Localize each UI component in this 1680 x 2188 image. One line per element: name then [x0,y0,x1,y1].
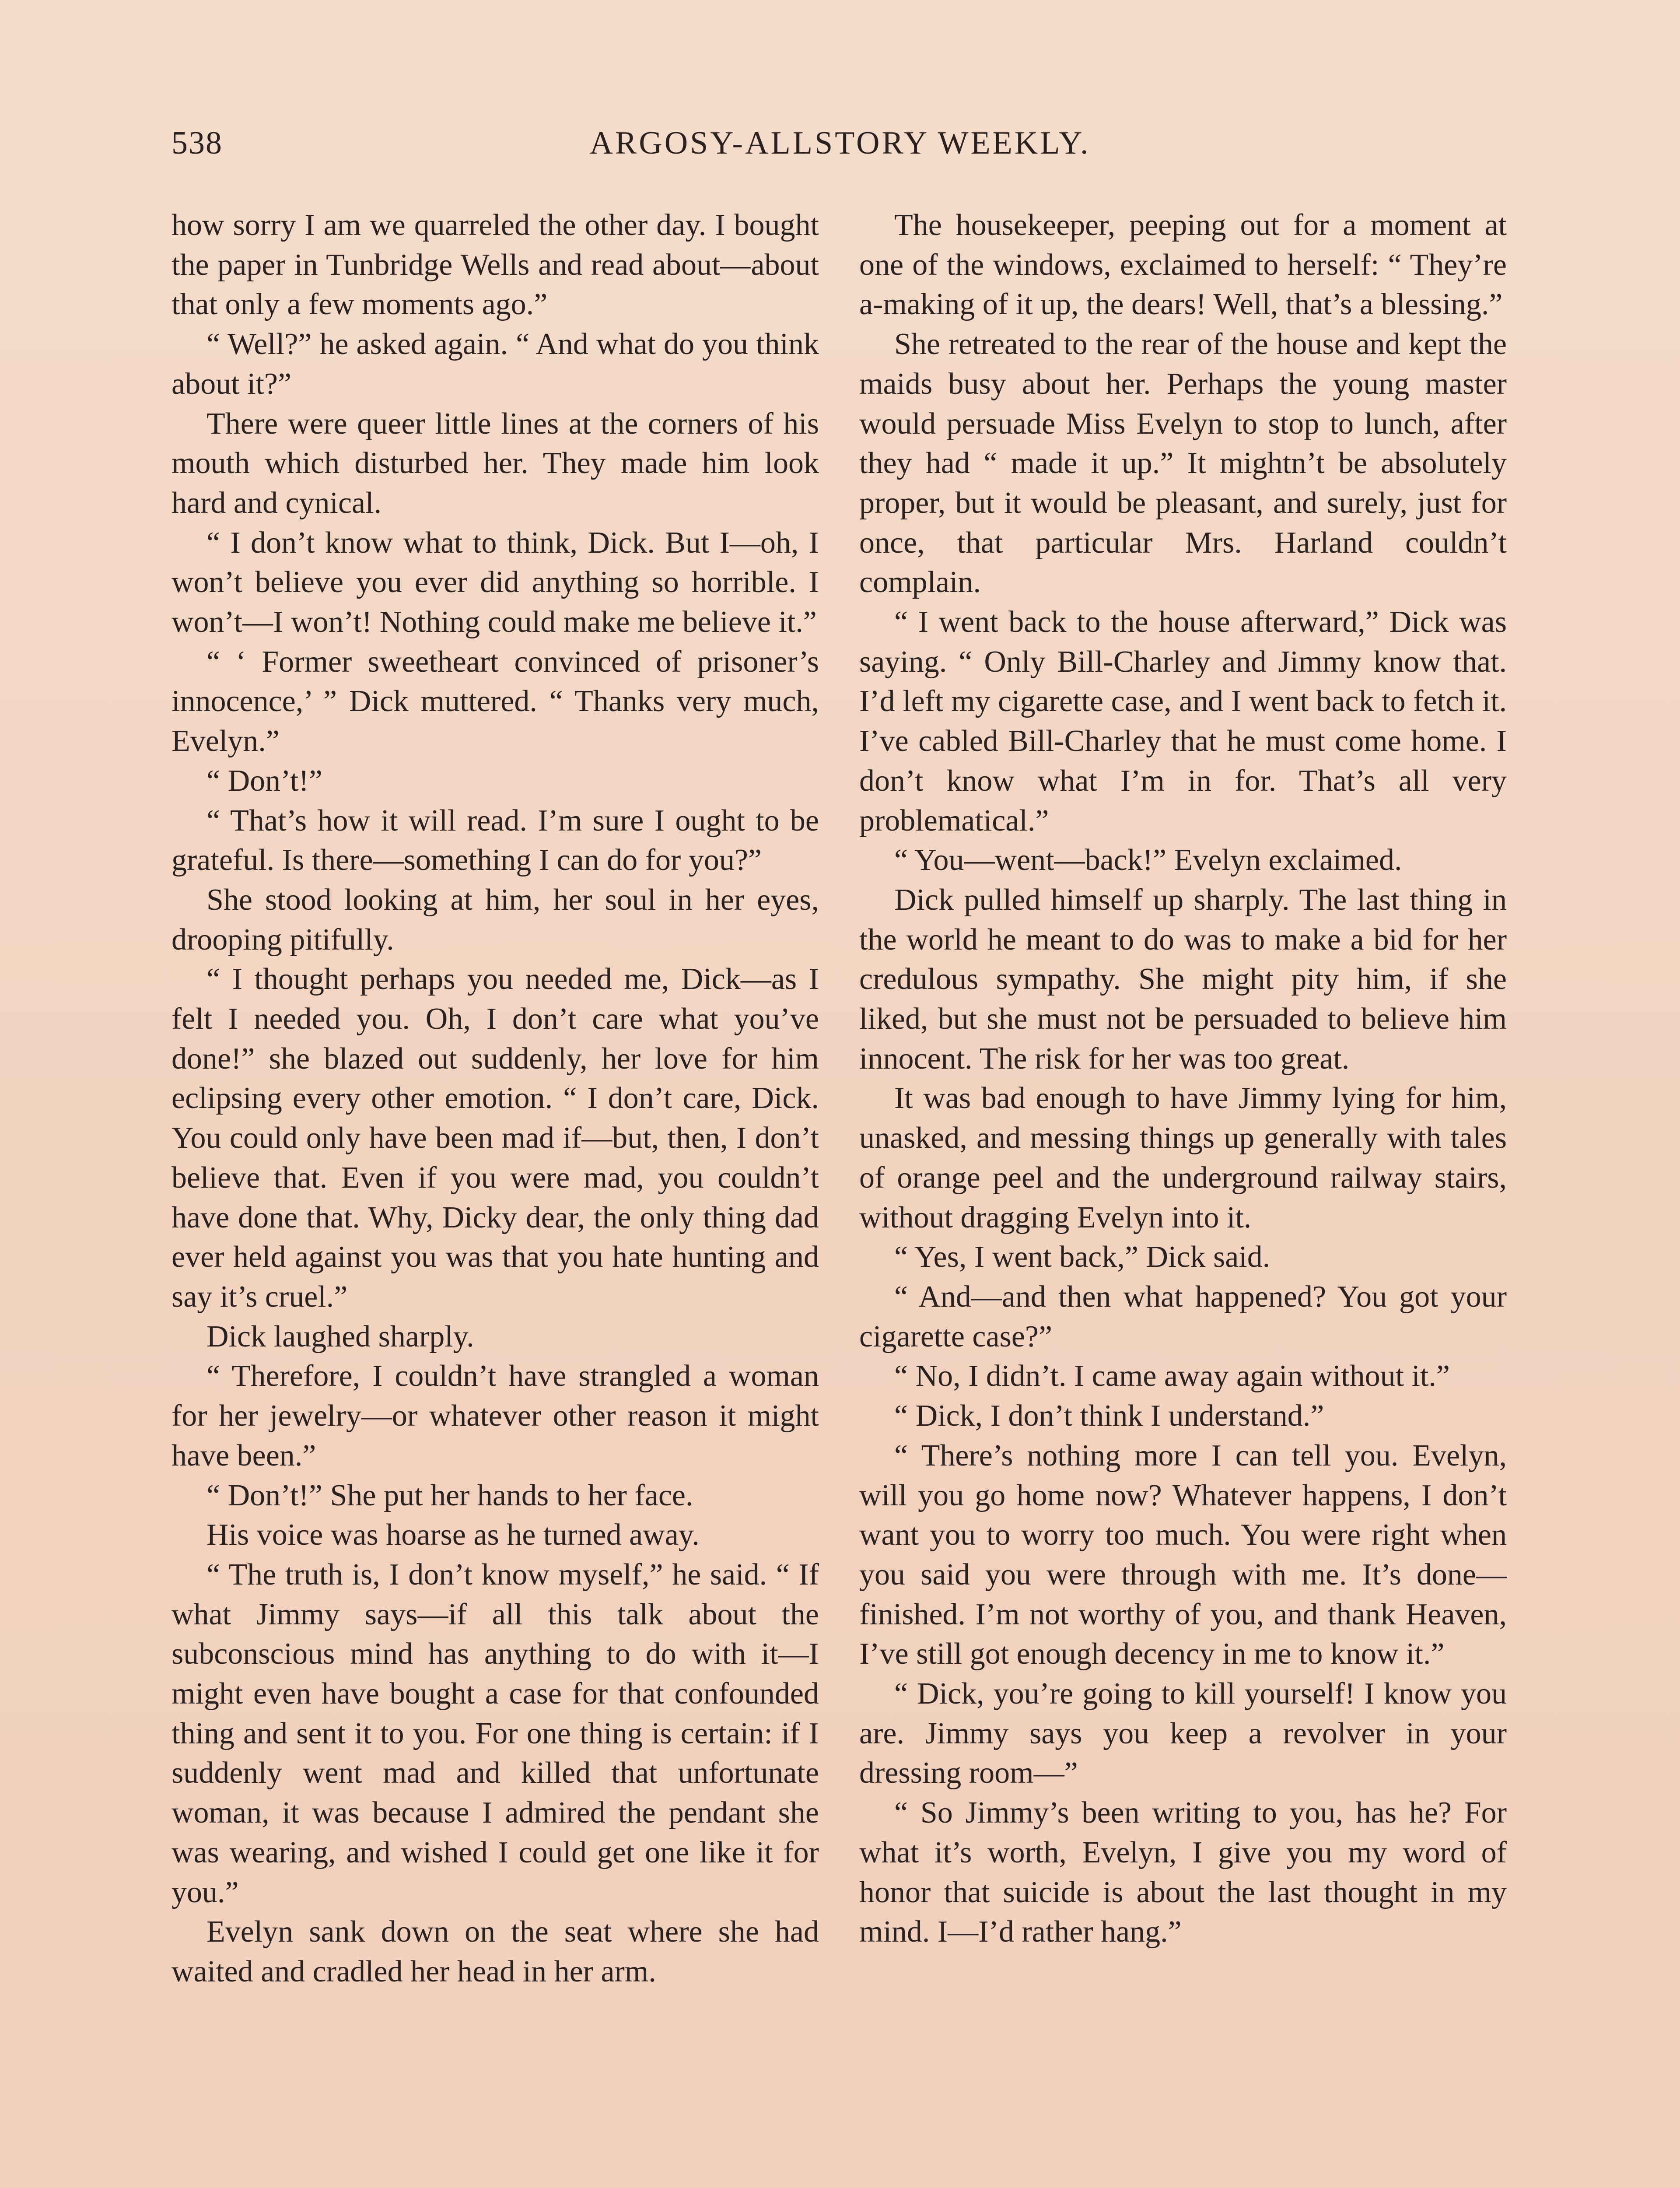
paragraph: “ Well?” he asked again. “ And what do you think about it?” [172,327,819,401]
paragraph: “ I went back to the house afterward,” Dick was saying. “ Only Bill-Charley and Jimmy know that. I’d left my cigarette case, and I went back to fetch it. I’ve cabled Bill-Charley that he must come home. I don’t know what I’m in for. That’s all very problematical.” [859,605,1507,838]
paragraph: The housekeeper, peeping out for a moment at one of the windows, exclaimed to herself: “ They’re a-making of it up, the dears! Well, that’s a blessing.” [859,208,1507,322]
paragraph: “ Yes, I went back,” Dick said. [894,1240,1270,1274]
paragraph: “ There’s nothing more I can tell you. Evelyn, will you go home now? Whatever happens, I don’t want you to worry too much. You were right when you said you were through with me. It’s done—finished. I’m not worthy of you, and thank Heaven, I’ve still got enough decency in me to know it.” [859,1438,1507,1671]
right-column [859,206,1507,1952]
paragraph: She stood looking at him, her soul in her eyes, drooping pitifully. [172,883,819,957]
paragraph: “ Don’t!” She put her hands to her face. [206,1478,693,1512]
paragraph: Dick pulled himself up sharply. The last thing in the world he meant to do was to make a bid for her credulous sympathy. She might pity him, if she liked, but she must not be persuaded to believe him innocent. The risk for her was too great. [859,883,1507,1076]
paragraph: It was bad enough to have Jimmy lying for him, unasked, and messing things up generally with tales of orange peel and the underground railway stairs, without dragging Evelyn into it. [859,1081,1507,1234]
paragraph: “ The truth is, I don’t know myself,” he said. “ If what Jimmy says—if all this talk about the subconscious mind has anything to do with it—I might even have bought a case for that confounded thing and sent it to you. For one thing is certain: if I suddenly went mad and killed that unfortunate woman, it was because I admired the pendant she was wearing, and wished I could get one like it for you.” [172,1557,819,1909]
paragraph: “ And—and then what happened? You got your cigarette case?” [859,1280,1507,1353]
paragraph: “ No, I didn’t. I came away again without it.” [894,1359,1450,1393]
paragraph: “ So Jimmy’s been writing to you, has he? For what it’s worth, Evelyn, I give you my word of honor that suicide is about the last thought in my mind. I—I’d rather hang.” [859,1796,1507,1949]
paragraph: “ I thought perhaps you needed me, Dick—as I felt I needed you. Oh, I don’t care what you’ve done!” she blazed out suddenly, her love for him eclipsing every other emotion. “ I don’t care, Dick. You could only have been mad if—but, then, I don’t believe that. Even if you were mad, you couldn’t have done that. Why, Dicky dear, the only thing dad ever held against you was that you hate hunting and say it’s cruel.” [172,962,819,1314]
paragraph: “ ‘ Former sweetheart convinced of prisoner’s innocence,’ ” Dick muttered. “ Thanks very much, Evelyn.” [172,645,819,758]
paragraph: “ You—went—back!” Evelyn exclaimed. [894,843,1402,877]
paragraph: Dick laughed sharply. [206,1319,474,1353]
paragraph: “ Dick, you’re going to kill yourself! I know you are. Jimmy says you keep a revolver in your dressing room—” [859,1677,1507,1790]
paragraph: “ I don’t know what to think, Dick. But I—oh, I won’t believe you ever did anything so horrible. I won’t—I won’t! Nothing could make me believe it.” [172,526,819,639]
paragraph: There were queer little lines at the corners of his mouth which disturbed her. They made him look hard and cynical. [172,407,819,520]
paragraph: Evelyn sank down on the seat where she had waited and cradled her head in her arm. [172,1915,819,1988]
paragraph: how sorry I am we quarreled the other day. I bought the paper in Tunbridge Wells and read about—about that only a few moments ago.” [172,208,819,322]
paragraph: His voice was hoarse as he turned away. [206,1518,700,1552]
running-head: ARGOSY-ALLSTORY WEEKLY. [589,125,1091,161]
page-number: 538 [172,125,223,161]
paragraph: “ Dick, I don’t think I understand.” [894,1399,1324,1433]
left-column [172,206,819,1992]
paragraph: She retreated to the rear of the house and kept the maids busy about her. Perhaps the young master would persuade Miss Evelyn to stop to lunch, after they had “ made it up.” It mightn’t be absolutely proper, but it would be pleasant, and surely, just for once, that particular Mrs. Harland couldn’t complain. [859,327,1507,600]
paragraph: “ Don’t!” [206,764,322,798]
page-header [172,125,1508,173]
paragraph: “ That’s how it will read. I’m sure I ought to be grateful. Is there—something I can do for you?” [172,803,819,877]
paragraph: “ Therefore, I couldn’t have strangled a woman for her jewelry—or whatever other reason it might have been.” [172,1359,819,1473]
